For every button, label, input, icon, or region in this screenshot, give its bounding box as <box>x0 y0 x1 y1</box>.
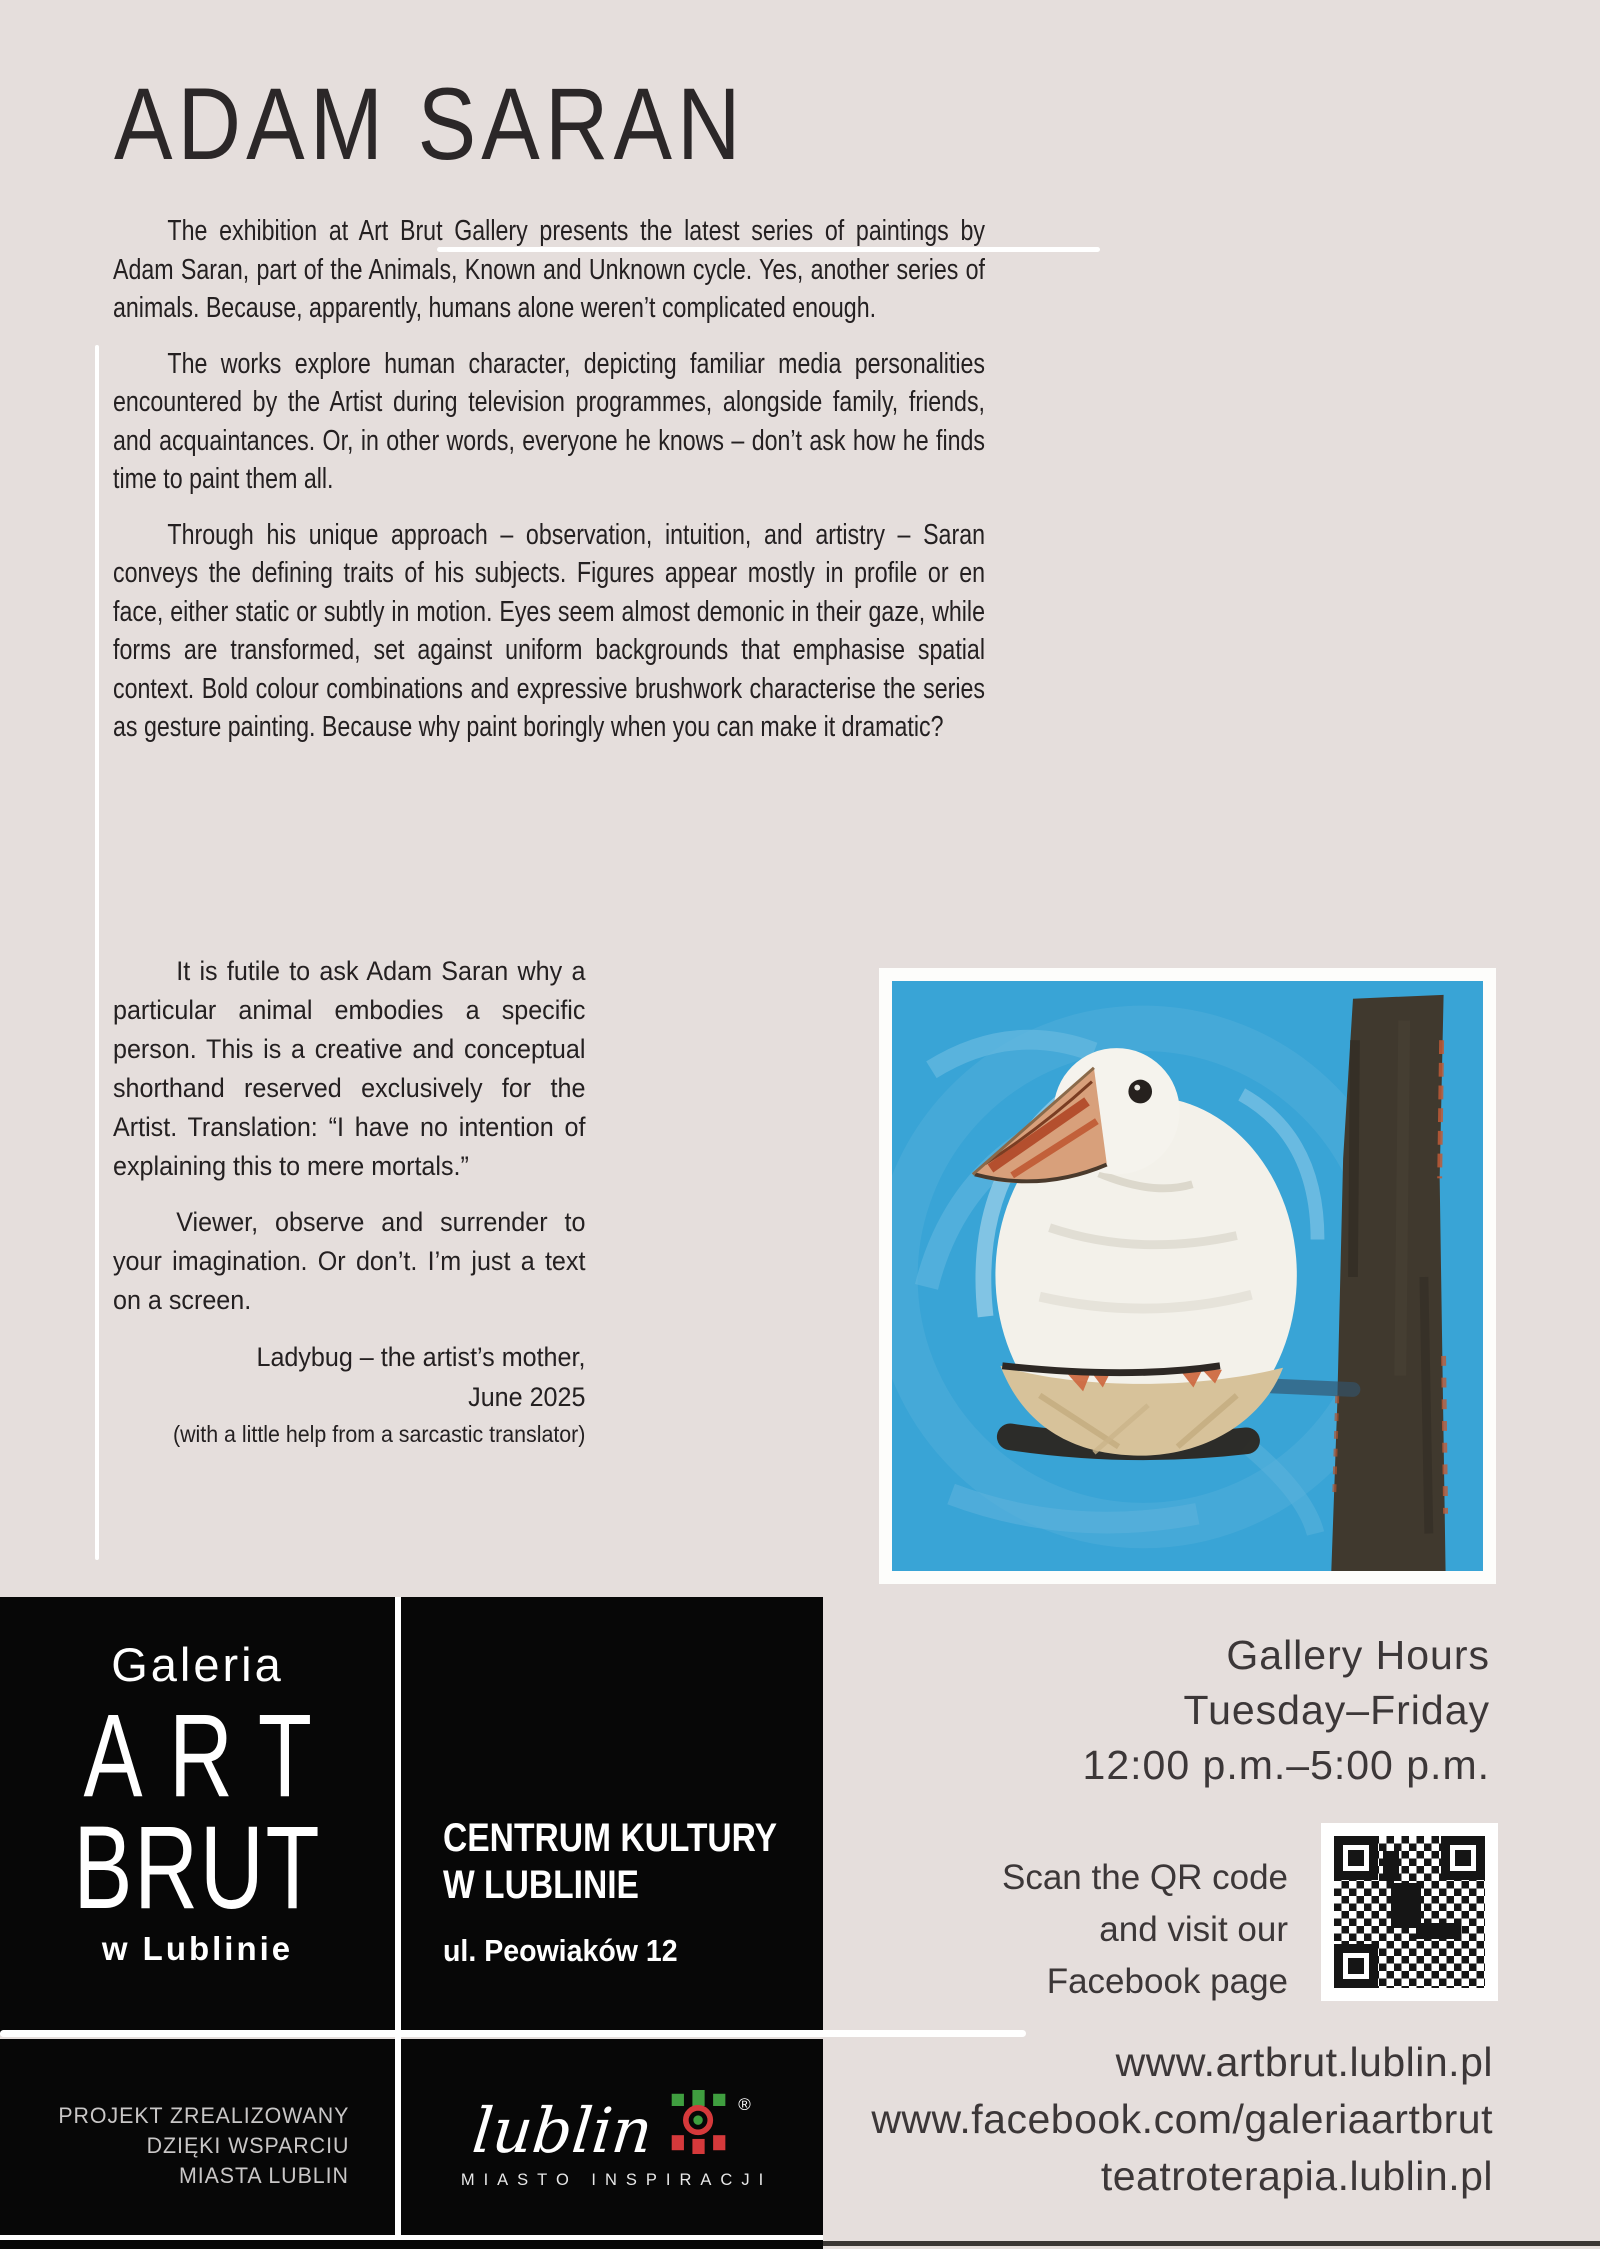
venue-name-line-1: CENTRUM KULTURY <box>443 1816 778 1860</box>
lublin-logo-block <box>401 2039 823 2235</box>
footer-bottom-band <box>0 2240 823 2249</box>
link-facebook[interactable]: www.facebook.com/galeriaartbrut <box>871 2096 1493 2142</box>
venue-name <box>443 1815 778 1909</box>
website-links <box>871 2034 1493 2205</box>
credits-line-2: DZIĘKI WSPARCIU <box>146 2133 349 2158</box>
intro-paragraph-2: The works explore human character, depicting familiar media personalities encountered by the Artist during television programmes, alongside family, friends, and acquaintances. Or, in other words, everyone he knows – don’t ask how he finds time to paint them all. <box>113 347 985 495</box>
credits-line-3: MIASTA LUBLIN <box>179 2163 349 2188</box>
footer-vertical-divider <box>395 1597 401 2249</box>
qr-caption <box>1002 1852 1288 2008</box>
qr-caption-line-2: and visit our <box>1099 1910 1288 1949</box>
poster-bottom-edge-line <box>823 2241 1600 2246</box>
lublin-castle-icon <box>666 2090 732 2159</box>
intro-text <box>113 212 985 764</box>
venue-address: ul. Peowiaków 12 <box>443 1933 678 1968</box>
gallery-logo-brut: BRUT <box>73 1802 322 1934</box>
left-margin-rule <box>95 345 99 1560</box>
intro-paragraph-1: The exhibition at Art Brut Gallery presents the latest series of paintings by Adam Saran, part of the Animals, Known and Unknown cycle. Yes, another series of animals. Because, apparently, humans alone weren’t complicated enough. <box>113 215 985 324</box>
gallery-hours <box>1083 1628 1490 1793</box>
qr-caption-line-3: Facebook page <box>1046 1962 1288 2001</box>
link-artbrut[interactable]: www.artbrut.lublin.pl <box>1115 2039 1493 2085</box>
intro-paragraph-3: Through his unique approach – observation, intuition, and artistry – Saran conveys the defining traits of his subjects. Figures appear mostly in profile or en face, either static or subtly in motion. Eyes seem almost demonic in their gaze, while forms are transformed, set against uniform backgrounds that emphasise spatial context. Bold colour combinations and expressive brushwork characterise the series as gesture painting. Because why paint boringly when you can make it dramatic? <box>113 518 985 743</box>
qr-caption-line-1: Scan the QR code <box>1002 1858 1288 1897</box>
qr-finder-top-left <box>1334 1836 1378 1880</box>
qr-finder-bottom-left <box>1334 1944 1378 1988</box>
link-teatroterapia[interactable]: teatroterapia.lublin.pl <box>1100 2153 1493 2199</box>
gallery-hours-days: Tuesday–Friday <box>1183 1687 1490 1733</box>
qr-code[interactable] <box>1321 1823 1498 2001</box>
side-paragraph-2: Viewer, observe and surrender to your imagination. Or don’t. I’m just a text on a screen. <box>113 1207 586 1315</box>
signature-note: (with a little help from a sarcastic translator) <box>172 1421 586 1447</box>
signature-author: Ladybug – the artist’s mother, <box>256 1342 586 1372</box>
lublin-wordmark: lublin <box>469 2094 657 2167</box>
credits-block <box>0 2039 395 2235</box>
side-paragraph-1: It is futile to ask Adam Saran why a particular animal embodies a specific person. This is a creative and conceptual shorthand reserved exclusively for the Artist. Translation: “I have no intention of explaining this to mere mortals.” <box>113 956 586 1181</box>
artwork-painting <box>879 968 1496 1584</box>
bird-painting-illustration <box>892 981 1483 1571</box>
gallery-hours-time: 12:00 p.m.–5:00 p.m. <box>1082 1742 1490 1788</box>
page-title: ADAM SARAN <box>114 67 746 181</box>
signature <box>113 1337 585 1451</box>
signature-date: June 2025 <box>468 1382 586 1412</box>
registered-mark: ® <box>738 2095 751 2114</box>
credits-line-1: PROJEKT ZREALIZOWANY <box>58 2103 349 2128</box>
venue-name-line-2: W LUBLINIE <box>443 1863 639 1907</box>
gallery-hours-title: Gallery Hours <box>1226 1632 1490 1678</box>
gallery-logo-galeria: Galeria <box>111 1638 284 1691</box>
gallery-logo-art: ART <box>83 1690 339 1822</box>
side-text <box>113 952 585 1451</box>
lublin-logo <box>469 2090 751 2167</box>
venue-block <box>401 1597 823 2033</box>
gallery-logo-block <box>0 1597 395 2033</box>
lublin-tagline: MIASTO INSPIRACJI <box>460 2171 773 2189</box>
gallery-logo-w-lublinie: w Lublinie <box>101 1930 294 1967</box>
qr-finder-top-right <box>1441 1836 1485 1880</box>
